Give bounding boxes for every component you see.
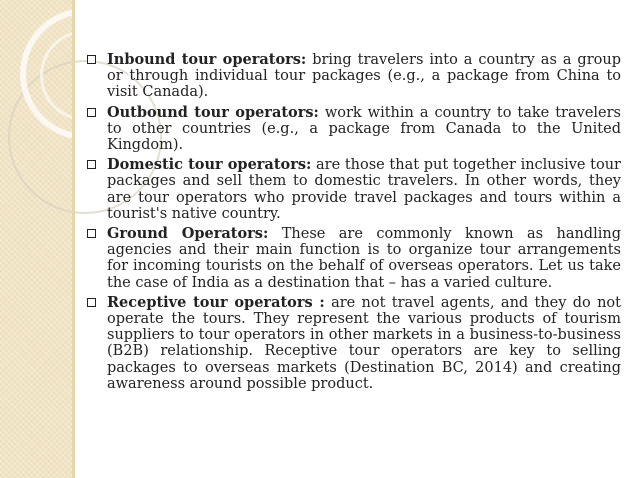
- bullet-list: [84, 52, 621, 396]
- term-label: Ground Operators:: [107, 225, 269, 243]
- term-description: are those that put together inclusive tour packages and sell them to domestic travelers. In other words, they are tour operators who provide travel packages and tours within a tourist's native country.: [107, 157, 621, 222]
- term-description: These are commonly known as handling agencies and their main function is to organize tour arrangements for incoming tourists on the behalf of overseas operators. Let us take the case of India as a destination that – has a varied culture.: [107, 226, 621, 291]
- list-item-inbound: [84, 52, 621, 101]
- list-item-ground: [84, 226, 621, 291]
- list-item-outbound: [84, 105, 621, 154]
- list-item-receptive: [84, 295, 621, 392]
- list-item-domestic: [84, 157, 621, 222]
- square-bullet-icon: [87, 298, 96, 307]
- term-description: bring travelers into a country as a group or through individual tour packages (e.g., a package from China to visit Canada).: [107, 52, 621, 101]
- term-label: Receptive tour operators :: [107, 293, 325, 311]
- term-label: Inbound tour operators:: [107, 51, 307, 68]
- term-description: are not travel agents, and they do not operate the tours. They represent the various products of tourism suppliers to tour operators in other markets in a business-to-business (B2B) relationship. Receptive tour operators are key to selling packages to overseas markets (Destination BC, 2014) and creating awareness around possible product.: [107, 294, 621, 392]
- square-bullet-icon: [87, 229, 96, 238]
- term-description: work within a country to take travelers to other countries (e.g., a package from Canada to the United Kingdom).: [107, 104, 621, 154]
- decorative-side-panel: [0, 0, 72, 478]
- square-bullet-icon: [87, 55, 96, 64]
- square-bullet-icon: [87, 160, 96, 169]
- side-divider: [72, 0, 75, 478]
- square-bullet-icon: [87, 108, 96, 117]
- term-label: Outbound tour operators:: [107, 103, 319, 121]
- term-label: Domestic tour operators:: [107, 156, 312, 174]
